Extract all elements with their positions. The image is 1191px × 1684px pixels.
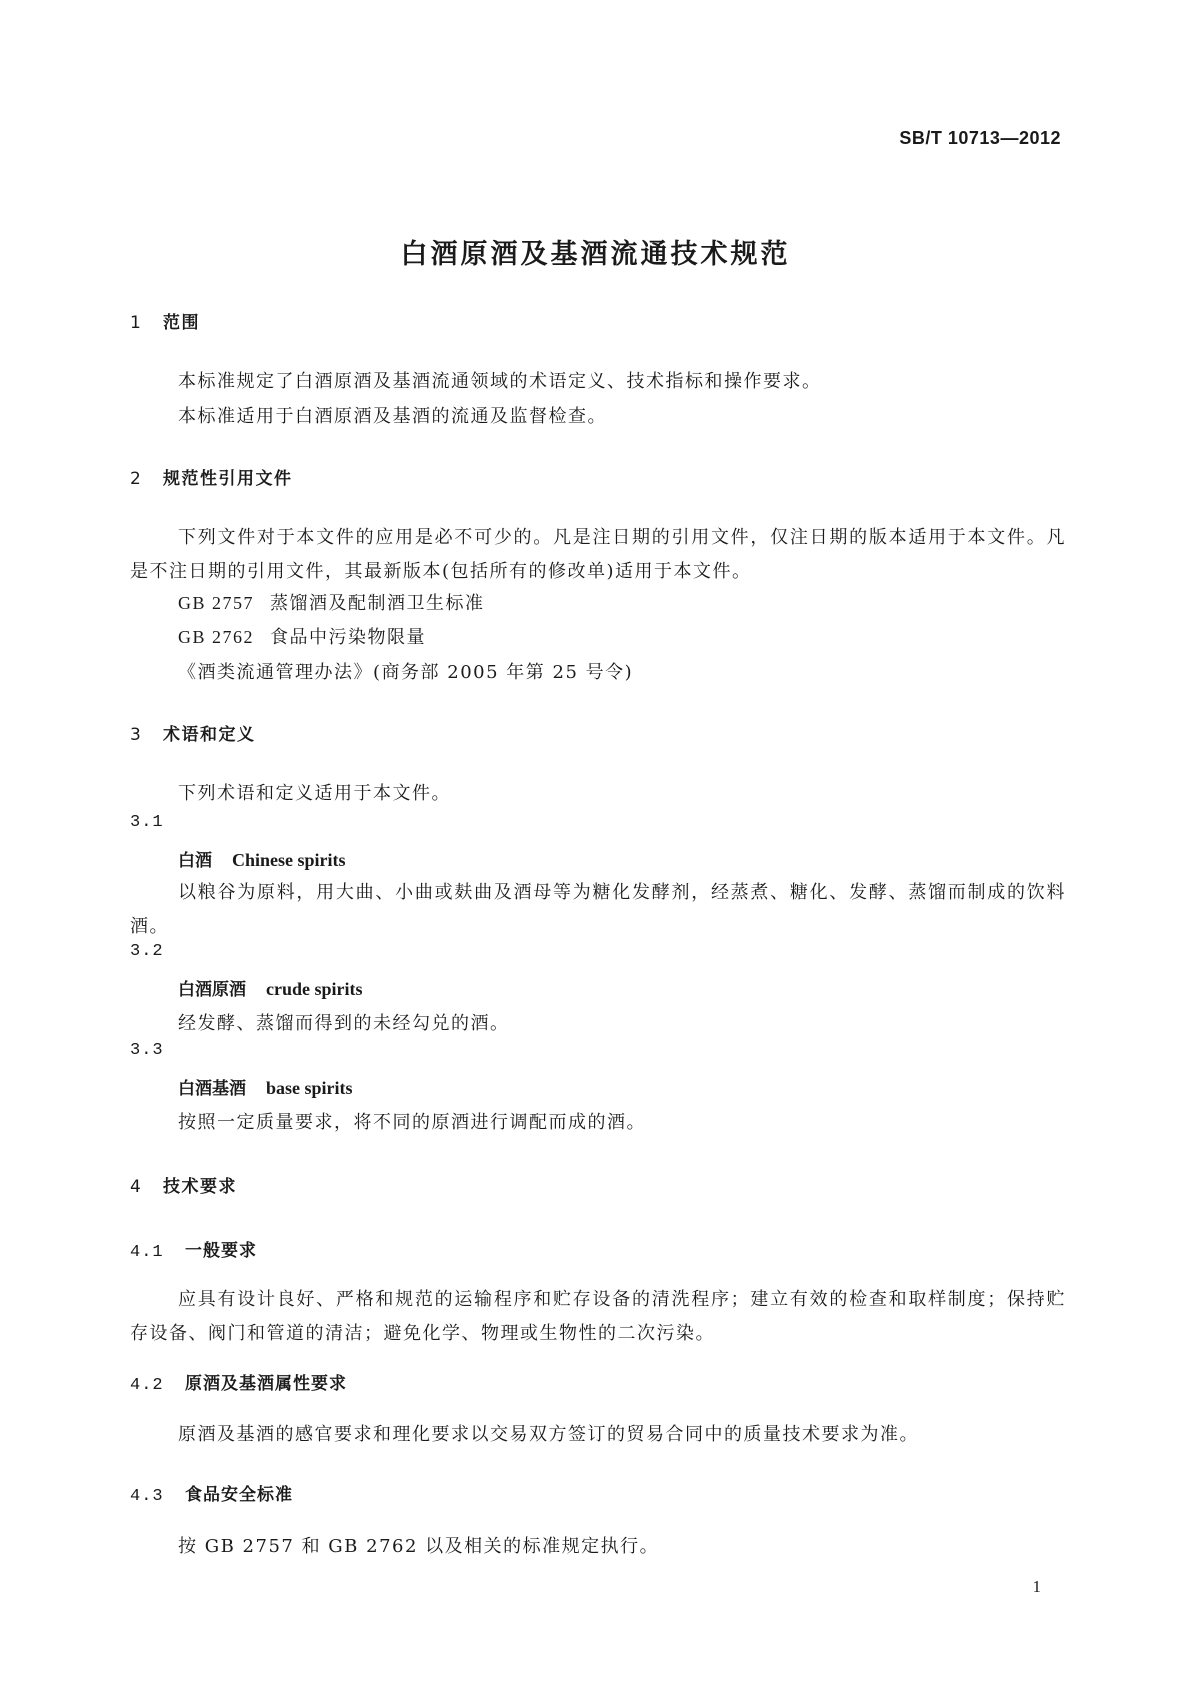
- subsection-title: 食品安全标准: [185, 1485, 293, 1505]
- subsection-4-1-heading: [130, 1236, 257, 1262]
- subsection-number: 4.3: [130, 1487, 164, 1506]
- section-number: 2: [130, 469, 143, 489]
- subsection-title: 原酒及基酒属性要求: [185, 1374, 347, 1394]
- term-zh: 白酒基酒: [178, 1079, 246, 1099]
- term-en: Chinese spirits: [232, 850, 346, 870]
- clause-number: 3.1: [130, 813, 164, 832]
- subsection-4-2-heading: [130, 1369, 347, 1395]
- reference-name: 蒸馏酒及配制酒卫生标准: [270, 593, 485, 614]
- term-en: base spirits: [266, 1078, 353, 1098]
- subsection-4-3-heading: [130, 1480, 293, 1506]
- scope-paragraph-2: 本标准适用于白酒原酒及基酒的流通及监督检查。: [178, 406, 607, 427]
- subsection-title: 一般要求: [185, 1241, 257, 1261]
- term-zh: 白酒: [178, 851, 212, 871]
- subsection-number: 4.1: [130, 1243, 164, 1262]
- section-number: 3: [130, 725, 143, 745]
- page-number: 1: [1032, 1577, 1041, 1596]
- section-3-heading: [130, 720, 256, 745]
- section-number: 4: [130, 1177, 143, 1197]
- standard-code: SB/T 10713—2012: [899, 128, 1061, 148]
- section-title: 术语和定义: [163, 725, 256, 745]
- section-title: 范围: [163, 313, 200, 333]
- subsection-text: 原酒及基酒的感官要求和理化要求以交易双方签订的贸易合同中的质量技术要求为准。: [178, 1424, 919, 1445]
- section-1-heading: [130, 308, 200, 333]
- term-definition: 按照一定质量要求，将不同的原酒进行调配而成的酒。: [178, 1112, 646, 1133]
- subsection-number: 4.2: [130, 1376, 164, 1395]
- scope-paragraph-1: 本标准规定了白酒原酒及基酒流通领域的术语定义、技术指标和操作要求。: [178, 371, 822, 392]
- subsection-text: 应具有设计良好、严格和规范的运输程序和贮存设备的清洗程序；建立有效的检查和取样制度；保持贮存设备、阀门和管道的清洁；避免化学、物理或生物性的二次污染。: [130, 1289, 1066, 1344]
- section-2-heading: [130, 464, 293, 489]
- term-zh: 白酒原酒: [178, 980, 246, 1000]
- reference-code: GB 2757: [178, 593, 255, 613]
- section-title: 规范性引用文件: [163, 469, 293, 489]
- term-definition: 以粮谷为原料，用大曲、小曲或麸曲及酒母等为糖化发酵剂，经蒸煮、糖化、发酵、蒸馏而制成的饮料酒。: [130, 882, 1066, 937]
- reference-item: [178, 589, 485, 615]
- reference-item: 《酒类流通管理办法》(商务部 2005 年第 25 号令): [178, 662, 634, 683]
- term-heading: [178, 975, 363, 1000]
- term-en: crude spirits: [266, 979, 363, 999]
- terms-intro: 下列术语和定义适用于本文件。: [178, 783, 451, 804]
- reference-item: [178, 623, 426, 649]
- term-heading: [178, 1074, 353, 1099]
- document-title: 白酒原酒及基酒流通技术规范: [400, 239, 791, 270]
- term-definition: 经发酵、蒸馏而得到的未经勾兑的酒。: [178, 1013, 510, 1034]
- subsection-text: 按 GB 2757 和 GB 2762 以及相关的标准规定执行。: [178, 1536, 660, 1557]
- clause-number: 3.2: [130, 942, 164, 961]
- term-heading: [178, 846, 346, 871]
- section-4-heading: [130, 1172, 237, 1197]
- reference-code: GB 2762: [178, 627, 255, 647]
- section-number: 1: [130, 313, 143, 333]
- reference-name: 食品中污染物限量: [270, 627, 426, 648]
- clause-number: 3.3: [130, 1041, 164, 1060]
- section-title: 技术要求: [163, 1177, 237, 1197]
- references-intro: 下列文件对于本文件的应用是必不可少的。凡是注日期的引用文件，仅注日期的版本适用于本文件。凡是不注日期的引用文件，其最新版本(包括所有的修改单)适用于本文件。: [130, 527, 1066, 582]
